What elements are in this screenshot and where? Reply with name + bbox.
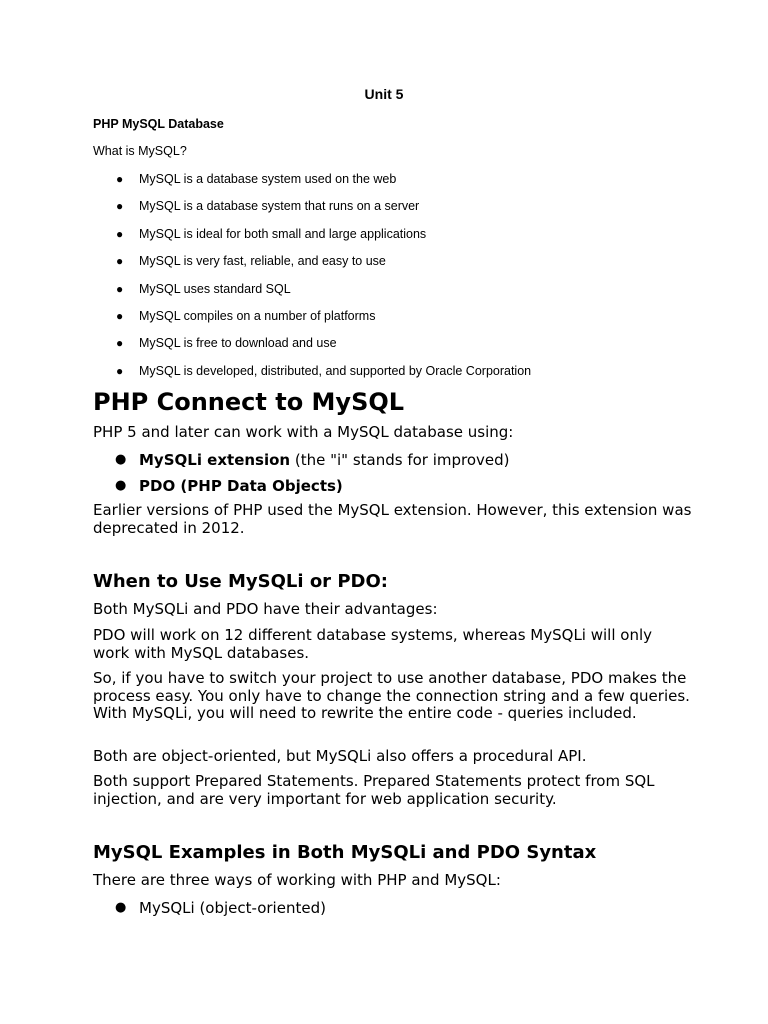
list-item: ● MySQL is very fast, reliable, and easy to use (93, 246, 693, 273)
paragraph: Both support Prepared Statements. Prepared Statements protect from SQL injection, and are very important for web application security. (93, 772, 655, 808)
list-item: ● MySQLi (object-oriented) (115, 899, 326, 917)
paragraph: Both are object-oriented, but MySQLi also offers a procedural API. (93, 747, 587, 765)
paragraph: Both MySQLi and PDO have their advantages: (93, 600, 438, 618)
list-item: ● MySQL is a database system that runs on a server (93, 191, 693, 218)
connect-heading: PHP Connect to MySQL (93, 388, 405, 416)
when-heading: When to Use MySQLi or PDO: (93, 571, 388, 592)
question-text: What is MySQL? (93, 144, 187, 158)
bullet-icon: ● (116, 226, 124, 241)
bullet-icon: ● (116, 336, 124, 351)
list-item: ● PDO (PHP Data Objects) (115, 477, 343, 495)
bullet-icon: ● (116, 281, 124, 296)
list-item: ● MySQLi extension (the "i" stands for improved) (115, 451, 510, 469)
examples-intro: There are three ways of working with PHP and MySQL: (93, 871, 501, 889)
list-item: ● MySQL is a database system used on the web (93, 164, 693, 191)
connect-intro: PHP 5 and later can work with a MySQL database using: (93, 423, 514, 441)
list-item: ● MySQL compiles on a number of platforms (93, 301, 693, 328)
paragraph: PDO will work on 12 different database systems, whereas MySQLi will only work with MySQL databases. (93, 626, 652, 662)
mysql-facts-list (93, 164, 693, 383)
list-item: ● MySQL uses standard SQL (93, 274, 693, 301)
unit-title: Unit 5 (364, 86, 404, 102)
deprecation-note: Earlier versions of PHP used the MySQL extension. However, this extension was deprecated in 2012. (93, 501, 692, 537)
bullet-icon: ● (115, 452, 127, 467)
section-subtitle: PHP MySQL Database (93, 117, 224, 131)
list-item: ● MySQL is developed, distributed, and supported by Oracle Corporation (93, 356, 693, 383)
bullet-icon: ● (116, 172, 124, 186)
bullet-icon: ● (116, 254, 124, 269)
list-item: ● MySQL is ideal for both small and large applications (93, 219, 693, 246)
bullet-icon: ● (116, 308, 124, 323)
bullet-icon: ● (116, 363, 124, 378)
bullet-icon: ● (115, 478, 127, 493)
paragraph: So, if you have to switch your project to use another database, PDO makes the process easy. You only have to change the connection string and a few queries. With MySQLi, you will need to rewrite the entire code - queries included. (93, 669, 690, 722)
connect-options-list (93, 450, 693, 502)
list-item: ● MySQL is free to download and use (93, 328, 693, 355)
bullet-icon: ● (116, 199, 124, 214)
bullet-icon: ● (115, 900, 127, 915)
examples-list (93, 898, 693, 924)
examples-heading: MySQL Examples in Both MySQLi and PDO Syntax (93, 842, 597, 863)
